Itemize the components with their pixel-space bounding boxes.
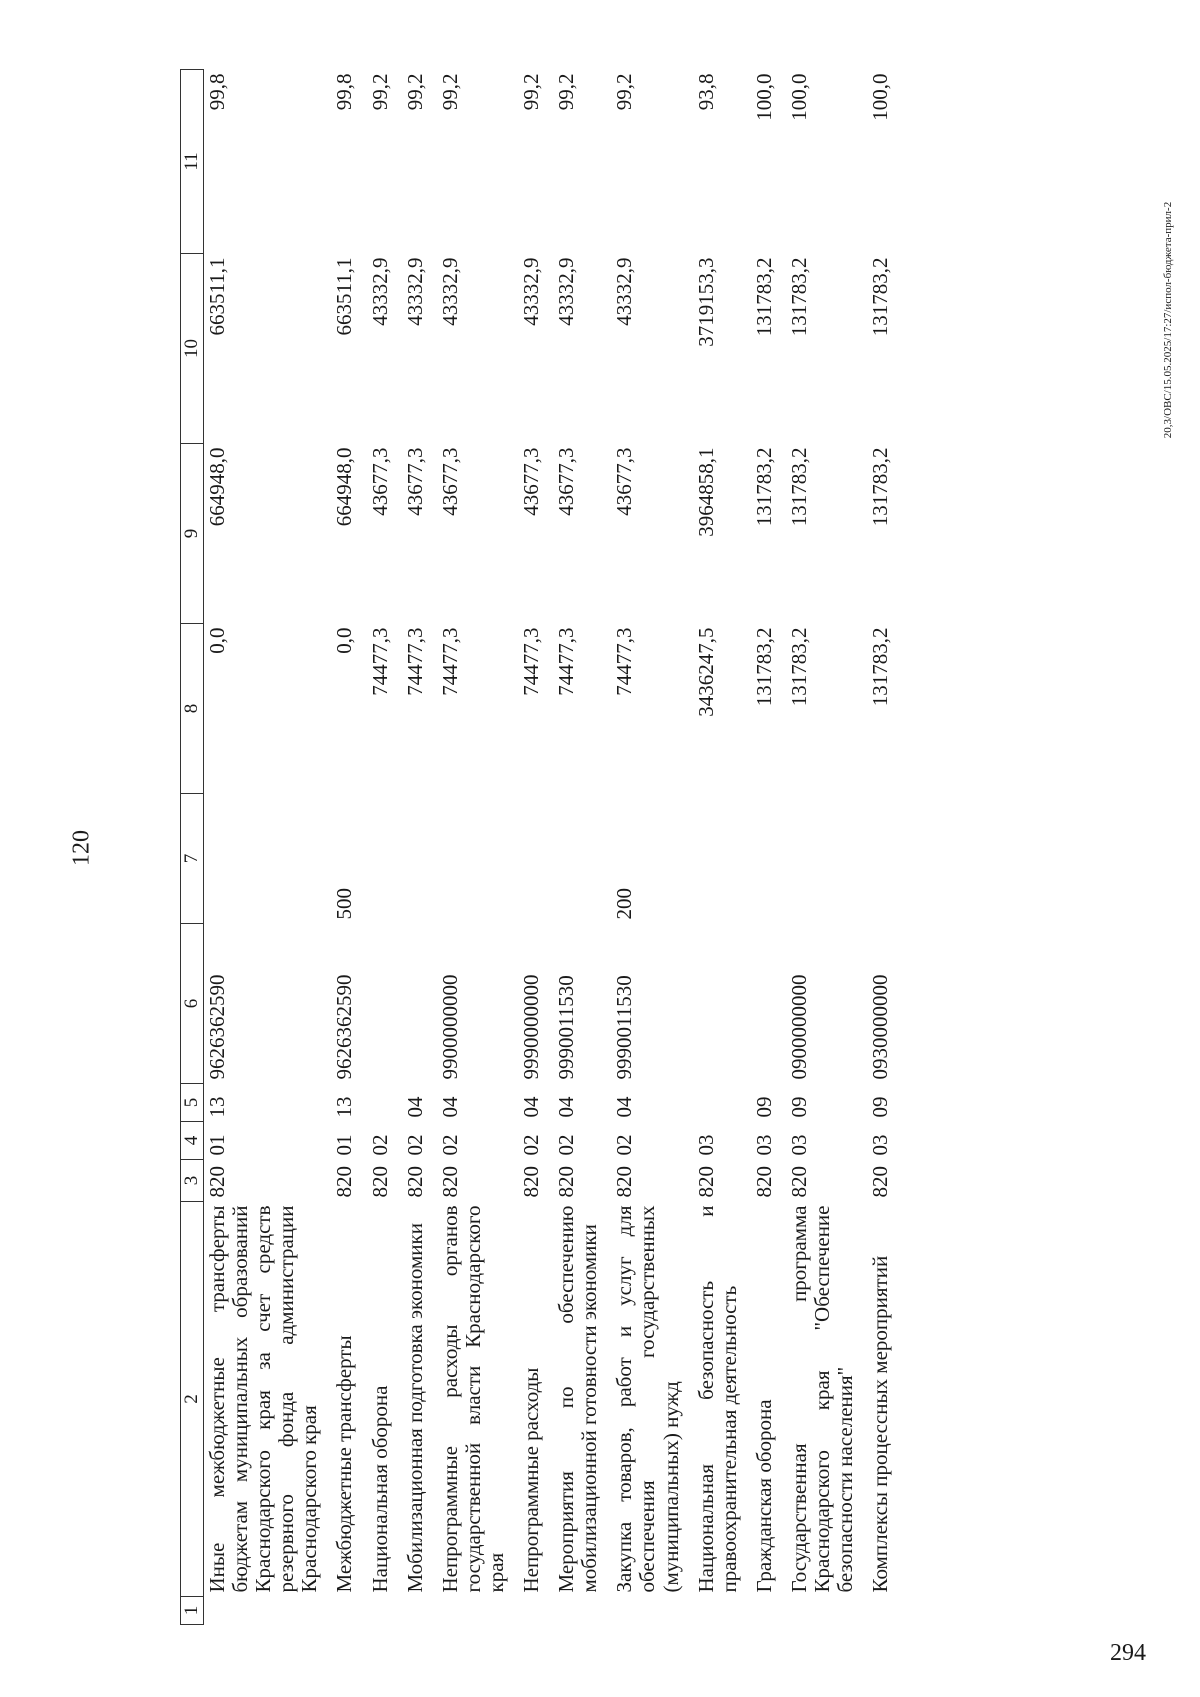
target-article-cell: 9990011530 — [554, 975, 579, 1080]
row-number-cell — [751, 1597, 786, 1625]
budget-table — [180, 69, 902, 1625]
section-code-cell: 03 — [786, 1134, 811, 1156]
subsection-code-cell — [367, 1084, 402, 1122]
target-article-cell: 9626362590 — [205, 974, 229, 1080]
subsection-code-cell: 04 — [554, 1096, 579, 1118]
executed-amount-cell: 663511,1 — [332, 257, 357, 336]
execution-percent-cell: 99,2 — [437, 73, 462, 111]
department-code-cell: 820 — [402, 1166, 427, 1198]
execution-percent-cell: 99,2 — [612, 73, 637, 111]
table-body — [204, 70, 903, 1625]
planned-amount-cell: 664948,0 — [205, 447, 229, 527]
column-header-4: 4 — [181, 1122, 204, 1160]
section-code-cell: 02 — [554, 1134, 579, 1156]
execution-percent-cell: 100,0 — [786, 73, 811, 121]
department-code-cell: 820 — [786, 1166, 811, 1198]
column-header-9: 9 — [181, 444, 204, 624]
execution-percent-cell: 100,0 — [868, 73, 893, 121]
execution-percent-cell: 99,2 — [402, 73, 427, 111]
planned-amount-cell: 3964858,1 — [693, 447, 718, 537]
page-number-top: 120 — [68, 830, 95, 866]
planned-amount-cell: 43677,3 — [402, 447, 427, 516]
expense-type-cell — [367, 794, 402, 924]
row-number-cell — [518, 1597, 553, 1625]
target-article-cell: 9900000000 — [437, 974, 462, 1080]
section-code-cell: 02 — [612, 1134, 637, 1156]
column-header-1: 1 — [181, 1597, 204, 1625]
executed-amount-cell: 43332,9 — [519, 257, 544, 326]
expense-name-cell: Комплексы процессных мероприятий — [868, 1255, 893, 1593]
expense-name-cell: Гражданская оборона — [751, 1399, 776, 1593]
table-row — [367, 70, 402, 1625]
table-row — [693, 70, 751, 1625]
expense-name-cell: Иные межбюджетные трансферты бюджетам муниципальных образований Краснодарского края за счет средств резервного фонда администрации Краснодарского края — [205, 1205, 322, 1593]
executed-amount-cell: 131783,2 — [786, 257, 811, 337]
expense-type-cell — [867, 794, 902, 924]
row-number-cell — [437, 1597, 518, 1625]
executed-amount-cell: 3719153,3 — [693, 257, 718, 347]
planned-amount-cell: 131783,2 — [751, 447, 776, 527]
column-header-6: 6 — [181, 924, 204, 1084]
department-code-cell: 820 — [554, 1166, 579, 1198]
expense-name-cell: Непрограммные расходы органов государственной власти Краснодарского края — [437, 1205, 508, 1593]
subsection-code-cell: 04 — [437, 1096, 462, 1118]
department-code-cell: 820 — [751, 1166, 776, 1198]
subsection-code-cell: 09 — [786, 1096, 811, 1118]
document-footer-code: 20,3/ОВС/15.05.2025/17:27/испол-бюджета-прил-2 — [1162, 201, 1174, 439]
row-number-cell — [204, 1597, 332, 1625]
table-row — [402, 70, 437, 1625]
approved-amount-cell: 3436247,5 — [693, 627, 718, 717]
expense-name-cell: Непрограммные расходы — [519, 1367, 544, 1593]
table-row — [786, 70, 867, 1625]
planned-amount-cell: 43677,3 — [519, 447, 544, 516]
section-code-cell: 02 — [402, 1134, 427, 1156]
subsection-code-cell: 04 — [612, 1096, 637, 1118]
row-number-cell — [611, 1597, 692, 1625]
subsection-code-cell: 13 — [332, 1096, 357, 1118]
expense-name-cell: Мероприятия по обеспечению мобилизационной готовности экономики — [554, 1205, 602, 1593]
department-code-cell: 820 — [332, 1166, 357, 1198]
department-code-cell: 820 — [612, 1166, 637, 1198]
column-header-10: 10 — [181, 254, 204, 444]
subsection-code-cell: 13 — [205, 1096, 229, 1118]
table-row — [867, 70, 902, 1625]
expense-type-cell — [786, 794, 867, 924]
table-row — [611, 70, 692, 1625]
planned-amount-cell: 43677,3 — [437, 447, 462, 516]
expense-type-cell: 200 — [612, 888, 637, 920]
table-row — [331, 70, 366, 1625]
approved-amount-cell: 74477,3 — [554, 627, 579, 696]
subsection-code-cell — [693, 1084, 751, 1122]
column-header-11: 11 — [181, 70, 204, 254]
row-number-cell — [786, 1597, 867, 1625]
column-header-2: 2 — [181, 1202, 204, 1597]
column-header-7: 7 — [181, 794, 204, 924]
executed-amount-cell: 43332,9 — [554, 257, 579, 326]
expense-name-cell: Межбюджетные трансферты — [332, 1335, 357, 1593]
approved-amount-cell: 131783,2 — [751, 627, 776, 707]
subsection-code-cell: 09 — [751, 1096, 776, 1118]
table-row — [751, 70, 786, 1625]
expense-name-cell: Национальная безопасность и правоохранительная деятельность — [693, 1205, 741, 1593]
approved-amount-cell: 74477,3 — [612, 627, 637, 696]
expense-name-cell: Национальная оборона — [367, 1385, 392, 1593]
department-code-cell: 820 — [437, 1166, 462, 1198]
table-row — [553, 70, 611, 1625]
row-number-cell — [367, 1597, 402, 1625]
expense-name-cell: Государственная программа Краснодарского края "Обеспечение безопасности населения" — [786, 1205, 858, 1593]
section-code-cell: 03 — [868, 1134, 893, 1156]
executed-amount-cell: 43332,9 — [612, 257, 637, 326]
target-article-cell: 9626362590 — [332, 974, 357, 1080]
expense-type-cell — [402, 794, 437, 924]
planned-amount-cell: 131783,2 — [868, 447, 893, 527]
table-row — [518, 70, 553, 1625]
target-article-cell — [751, 924, 786, 1084]
target-article-cell: 9990011530 — [612, 975, 637, 1080]
execution-percent-cell: 99,8 — [205, 73, 229, 111]
executed-amount-cell: 43332,9 — [437, 257, 462, 326]
subsection-code-cell: 04 — [402, 1096, 427, 1118]
expense-type-cell — [553, 794, 611, 924]
page-number-bottom: 294 — [1110, 1640, 1146, 1666]
target-article-cell: 0900000000 — [786, 974, 811, 1080]
department-code-cell: 820 — [693, 1166, 718, 1198]
execution-percent-cell: 99,2 — [554, 73, 579, 111]
expense-type-cell: 500 — [332, 888, 357, 920]
planned-amount-cell: 664948,0 — [332, 447, 357, 527]
approved-amount-cell: 74477,3 — [519, 627, 544, 696]
table-row — [204, 70, 332, 1625]
section-code-cell: 03 — [693, 1134, 718, 1156]
approved-amount-cell: 0,0 — [205, 627, 229, 654]
budget-table-container — [180, 70, 1140, 1625]
expense-name-cell: Мобилизационная подготовка экономики — [402, 1223, 427, 1593]
expense-type-cell — [751, 794, 786, 924]
planned-amount-cell: 43677,3 — [554, 447, 579, 516]
section-code-cell: 01 — [205, 1134, 229, 1156]
section-code-cell: 02 — [367, 1134, 392, 1156]
section-code-cell: 03 — [751, 1134, 776, 1156]
execution-percent-cell: 100,0 — [751, 73, 776, 121]
approved-amount-cell: 74477,3 — [367, 627, 392, 696]
row-number-cell — [867, 1597, 902, 1625]
expense-type-cell — [437, 794, 518, 924]
executed-amount-cell: 663511,1 — [205, 257, 229, 336]
row-number-cell — [693, 1597, 751, 1625]
section-code-cell: 01 — [332, 1134, 357, 1156]
approved-amount-cell: 0,0 — [332, 627, 357, 654]
column-header-3: 3 — [181, 1160, 204, 1202]
row-number-cell — [553, 1597, 611, 1625]
executed-amount-cell: 43332,9 — [367, 257, 392, 326]
table-row — [437, 70, 518, 1625]
execution-percent-cell: 93,8 — [693, 73, 718, 111]
executed-amount-cell: 43332,9 — [402, 257, 427, 326]
expense-type-cell — [693, 794, 751, 924]
execution-percent-cell: 99,2 — [367, 73, 392, 111]
executed-amount-cell: 131783,2 — [868, 257, 893, 337]
department-code-cell: 820 — [519, 1166, 544, 1198]
target-article-cell — [367, 924, 402, 1084]
target-article-cell: 0930000000 — [868, 974, 893, 1080]
target-article-cell: 9990000000 — [519, 974, 544, 1080]
section-code-cell: 02 — [519, 1134, 544, 1156]
approved-amount-cell: 131783,2 — [868, 627, 893, 707]
department-code-cell: 820 — [367, 1166, 392, 1198]
column-header-8: 8 — [181, 624, 204, 794]
department-code-cell: 820 — [205, 1166, 229, 1198]
execution-percent-cell: 99,2 — [519, 73, 544, 111]
column-header-5: 5 — [181, 1084, 204, 1122]
expense-type-cell — [518, 794, 553, 924]
executed-amount-cell: 131783,2 — [751, 257, 776, 337]
planned-amount-cell: 43677,3 — [612, 447, 637, 516]
row-number-cell — [331, 1597, 366, 1625]
section-code-cell: 02 — [437, 1134, 462, 1156]
target-article-cell — [402, 924, 437, 1084]
execution-percent-cell: 99,8 — [332, 73, 357, 111]
subsection-code-cell: 04 — [519, 1096, 544, 1118]
approved-amount-cell: 74477,3 — [437, 627, 462, 696]
table-header-row — [181, 70, 204, 1625]
planned-amount-cell: 43677,3 — [367, 447, 392, 516]
target-article-cell — [693, 924, 751, 1084]
expense-type-cell — [204, 794, 332, 924]
approved-amount-cell: 131783,2 — [786, 627, 811, 707]
expense-name-cell: Закупка товаров, работ и услуг для обеспечения государственных (муниципальных) нужд — [612, 1205, 683, 1593]
subsection-code-cell: 09 — [868, 1096, 893, 1118]
department-code-cell: 820 — [868, 1166, 893, 1198]
row-number-cell — [402, 1597, 437, 1625]
planned-amount-cell: 131783,2 — [786, 447, 811, 527]
approved-amount-cell: 74477,3 — [402, 627, 427, 696]
